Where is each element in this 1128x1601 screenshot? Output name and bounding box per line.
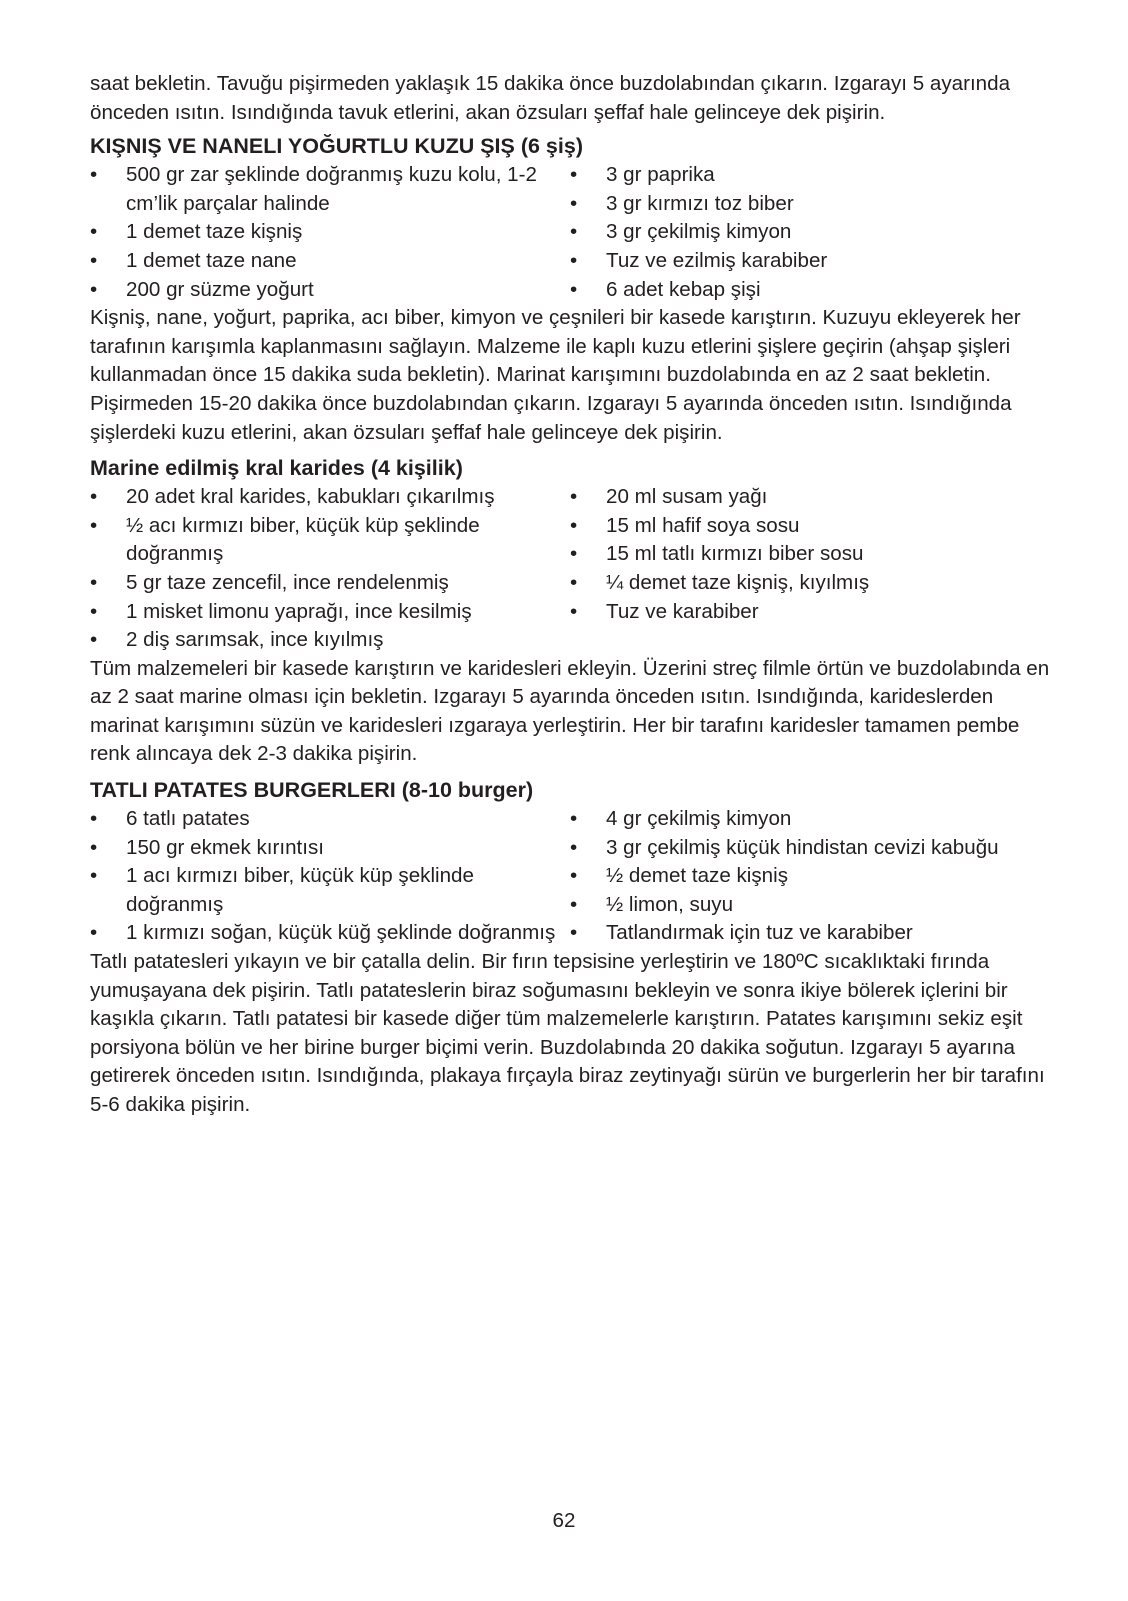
bullet-icon: • [570,864,578,888]
bullet-icon: • [90,513,98,537]
ingredient-item: • 6 adet kebap şişi [570,276,1050,305]
ingredient-item: • ½ demet taze kişniş [570,862,1050,891]
ingredient-item: • 1 acı kırmızı biber, küçük küp şeklinde doğranmış [90,864,474,916]
ingredient-item: • 3 gr çekilmiş küçük hindistan cevizi kabuğu [570,834,1050,863]
bullet-icon: • [570,921,578,945]
recipe-title: Marine edilmiş kral karides (4 kişilik) [90,456,463,481]
ingredients-left [90,805,570,948]
bullet-icon: • [570,570,578,594]
ingredient-item: • 4 gr çekilmiş kimyon [570,805,1050,834]
ingredient-item: • 2 diş sarımsak, ince kıyılmış [90,626,570,655]
recipe-method: Kişniş, nane, yoğurt, paprika, acı biber, kimyon ve çeşnileri bir kasede karıştırın. Kuzuyu ekleyerek her tarafının karışımla kaplanmasını sağlayın. Malzeme ile kaplı kuzu etlerini şişlere geçirin (ahşap şişleri kullanmadan önce 15 dakika suda bekletin). Marinat karışımını buzdolabında en az 2 saat bekletin. Pişirmeden 15-20 dakika önce buzdolabından çıkarın. Izgarayı 5 ayarında önceden ısıtın. Isındığında şişlerdeki kuzu etlerini, akan özsuları şeffaf hale gelinceye dek pişirin. [90,306,1021,444]
ingredient-item: • Tatlandırmak için tuz ve karabiber [570,919,1050,948]
ingredients-right [570,161,1050,304]
bullet-icon: • [570,513,578,537]
intro-paragraph: saat bekletin. Tavuğu pişirmeden yaklaşık 15 dakika önce buzdolabından çıkarın. Izgarayı 5 ayarında önceden ısıtın. Isındığında tavuk etlerini, akan özsuları şeffaf hale gelinceye dek pişirin. [90,72,1011,124]
bullet-icon: • [90,485,98,509]
ingredient-item: • 1 misket limonu yaprağı, ince kesilmiş [90,598,570,627]
bullet-icon: • [90,864,98,888]
ingredient-item: • 20 ml susam yağı [570,483,1050,512]
ingredient-item: • 1 kırmızı soğan, küçük küğ şeklinde doğranmış [90,919,570,948]
bullet-icon: • [90,921,98,945]
ingredients-right [570,805,1050,948]
ingredient-columns [90,483,1050,655]
bullet-icon: • [570,835,578,859]
ingredients-right [570,483,1050,655]
ingredient-item: • 200 gr süzme yoğurt [90,276,570,305]
ingredient-item: • 15 ml hafif soya sosu [570,512,1050,541]
bullet-icon: • [570,277,578,301]
ingredient-item: • 15 ml tatlı kırmızı biber sosu [570,540,1050,569]
recipe-king-prawns [90,453,1050,769]
ingredient-item: • ½ acı kırmızı biber, küçük küp şeklinde doğranmış [90,513,480,566]
ingredient-item: • 150 gr ekmek kırıntısı [90,834,570,863]
ingredient-item: • 20 adet kral karides, kabukları çıkarılmış [90,483,570,512]
bullet-icon: • [90,599,98,623]
recipe-title: KIŞNIŞ VE NANELI YOĞURTLU KUZU ŞIŞ (6 şiş) [90,134,583,159]
ingredient-item: • 1 demet taze nane [90,247,570,276]
ingredient-item: • Tuz ve ezilmiş karabiber [570,247,1050,276]
bullet-icon: • [90,277,98,301]
ingredient-item: • 3 gr kırmızı toz biber [570,190,1050,219]
ingredient-item: • 3 gr paprika [570,161,1050,190]
recipe-title: TATLI PATATES BURGERLERI (8-10 burger) [90,778,534,803]
bullet-icon: • [90,220,98,244]
recipe-method: Tüm malzemeleri bir kasede karıştırın ve karidesleri ekleyin. Üzerini streç filmle örtün ve buzdolabında en az 2 saat marine olması için bekletin. Izgarayı 5 ayarında önceden ısıtın. Isındığında, karideslerden marinat karışımını süzün ve karidesleri ızgaraya yerleştirin. Her bir tarafını karidesler tamamen pembe renk alıncaya dek 2-3 dakika pişirin. [90,656,1050,766]
bullet-icon: • [570,599,578,623]
ingredient-item: • 5 gr taze zencefil, ince rendelenmiş [90,569,570,598]
recipe-method: Tatlı patatesleri yıkayın ve bir çatalla delin. Bir fırın tepsisine yerleştirin ve 180ºC sıcaklıktaki fırında yumuşayana dek pişirin. Tatlı patateslerin biraz soğumasını bekleyin ve sonra ikiye bölerek içlerini bir kaşıkla çıkarın. Tatlı patatesi bir kasede diğer tüm malzemelerle karıştırın. Patates karışımını sekiz eşit porsiyona bölün ve her birine burger biçimi verin. Buzdolabında 20 dakika soğutun. Izgarayı 5 ayarına getirerek önceden ısıtın. Isındığında, plakaya fırçayla biraz zeytinyağı sürün ve burgerlerin her bir tarafını 5-6 dakika pişirin. [90,950,1045,1116]
ingredient-item: • 500 gr zar şeklinde doğranmış kuzu kolu, 1-2 cm’lik parçalar halinde [90,163,537,215]
ingredient-item: • ¼ demet taze kişniş, kıyılmış [570,569,1050,598]
recipe-lamb-skewers [90,131,1050,447]
ingredient-item: • 6 tatlı patates [90,805,570,834]
bullet-icon: • [90,248,98,272]
recipe-sweet-potato-burgers [90,775,1050,1120]
bullet-icon: • [90,628,98,652]
bullet-icon: • [570,807,578,831]
bullet-icon: • [570,220,578,244]
ingredient-item: • ½ limon, suyu [570,891,1050,920]
bullet-icon: • [90,807,98,831]
bullet-icon: • [90,163,98,187]
bullet-icon: • [90,835,98,859]
bullet-icon: • [90,570,98,594]
bullet-icon: • [570,485,578,509]
ingredient-columns [90,161,1050,304]
ingredient-item: • Tuz ve karabiber [570,598,1050,627]
ingredient-columns [90,805,1050,948]
ingredient-item: • 1 demet taze kişniş [90,218,570,247]
ingredients-left [90,483,570,655]
page-number: 62 [552,1509,576,1532]
bullet-icon: • [570,163,578,187]
bullet-icon: • [570,542,578,566]
bullet-icon: • [570,892,578,916]
page-content [90,70,1050,1120]
ingredient-item: • 3 gr çekilmiş kimyon [570,218,1050,247]
ingredients-left [90,161,570,304]
bullet-icon: • [570,248,578,272]
bullet-icon: • [570,191,578,215]
